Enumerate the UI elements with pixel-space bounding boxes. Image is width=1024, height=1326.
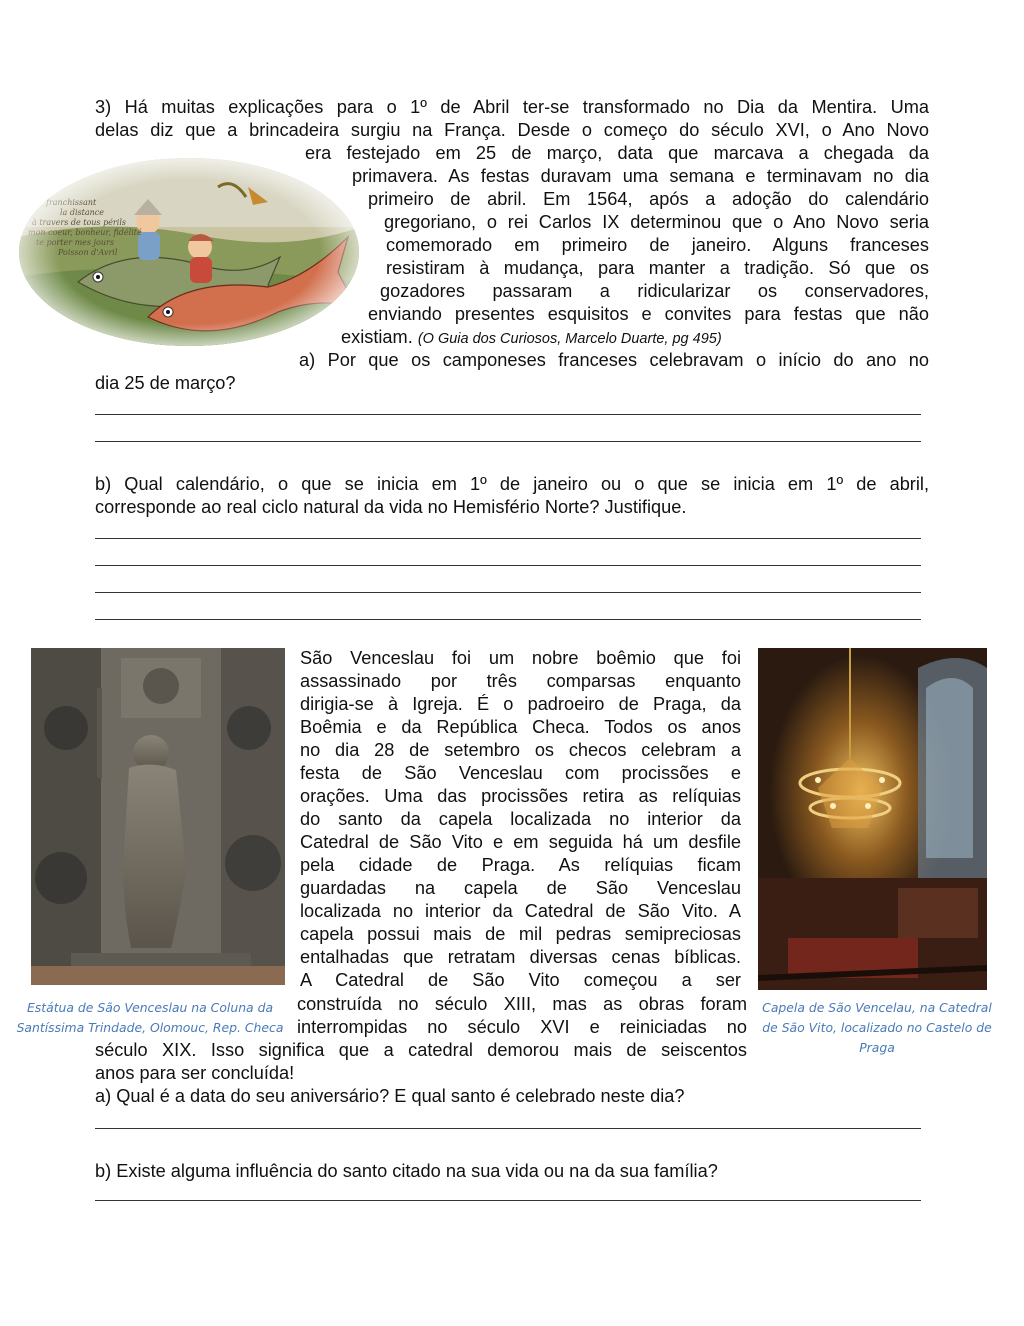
statue-photo — [31, 648, 285, 985]
section4-line-8: do santo da capela localizada no interior da — [300, 809, 741, 829]
section3-line-8: resistiram à mudança, para manter a tradição. Só que os — [386, 258, 929, 278]
answer-line-4a[interactable] — [95, 1128, 921, 1129]
section3-line-7: comemorado em primeiro de janeiro. Alguns franceses — [386, 235, 929, 255]
chapel-caption — [760, 998, 994, 1058]
answer-line-3b-3[interactable] — [95, 592, 921, 593]
question-3a-line-2: dia 25 de março? — [95, 373, 236, 393]
section4-line-19: anos para ser concluída! — [95, 1063, 295, 1083]
question-4b: b) Existe alguma influência do santo citado na sua vida ou na da sua família? — [95, 1161, 718, 1181]
section3-line-5: primeiro de abril. Em 1564, após a adoção do calendário — [368, 189, 929, 209]
answer-line-3b-1[interactable] — [95, 538, 921, 539]
section4-line-15: A Catedral de São Vito começou a ser — [300, 970, 741, 990]
statue-caption-line-2: Santíssima Trindade, Olomouc, Rep. Checa — [16, 1020, 284, 1035]
section3-line-2: delas diz que a brincadeira surgiu na França. Desde o começo do século XVI, o Ano Novo — [95, 120, 929, 140]
section3-line-3: era festejado em 25 de março, data que marcava a chegada da — [305, 143, 929, 163]
section4-line-12: localizada no interior da Catedral de São Vito. A — [300, 901, 741, 921]
statue-caption — [14, 998, 286, 1038]
source-citation: (O Guia dos Curiosos, Marcelo Duarte, pg 495) — [417, 331, 722, 347]
poisson-davril-illustration — [18, 157, 360, 347]
section3-line-4: primavera. As festas duravam uma semana e terminavam no dia — [352, 166, 929, 186]
section4-line-17: interrompidas no século XVI e reiniciadas no — [297, 1017, 747, 1037]
question-4a: a) Qual é a data do seu aniversário? E qual santo é celebrado neste dia? — [95, 1086, 685, 1106]
section4-line-11: guardadas na capela de São Venceslau — [300, 878, 741, 898]
section4-line-4: Boêmia e da República Checa. Todos os anos — [300, 717, 741, 737]
answer-line-3b-2[interactable] — [95, 565, 921, 566]
section3-line-10: enviando presentes esquisitos e convites para festas que não — [368, 304, 929, 324]
statue-caption-line-1: Estátua de São Venceslau na Coluna da — [26, 1000, 274, 1015]
section4-line-1: São Venceslau foi um nobre boêmio que foi — [300, 648, 741, 668]
section3-line-11 — [341, 326, 722, 351]
section4-line-10: pela cidade de Praga. As relíquias ficam — [300, 855, 741, 875]
chapel-photo — [758, 648, 987, 990]
chapel-caption-line-1: Capela de São Vencelau, na Catedral — [762, 1000, 992, 1015]
section4-line-13: capela possui mais de mil pedras semipreciosas — [300, 924, 741, 944]
question-3a-line-1: a) Por que os camponeses franceses celebravam o início do ano no — [299, 350, 929, 370]
chapel-caption-line-3: Praga — [859, 1040, 895, 1055]
section3-line-9: gozadores passaram a ridicularizar os conservadores, — [380, 281, 929, 301]
section4-line-7: orações. Uma das procissões retira as relíquias — [300, 786, 741, 806]
answer-line-3b-4[interactable] — [95, 619, 921, 620]
answer-line-3a-2[interactable] — [95, 441, 921, 442]
chapel-caption-line-2: de São Vito, localizado no Castelo de — [762, 1020, 992, 1035]
answer-line-4b[interactable] — [95, 1200, 921, 1201]
section4-line-16: construída no século XIII, mas as obras foram — [297, 994, 747, 1014]
section4-line-14: entalhadas que retratam diversas cenas bíblicas. — [300, 947, 741, 967]
section3-line-6: gregoriano, o rei Carlos IX determinou que o Ano Novo seria — [384, 212, 929, 232]
section3-last-words: existiam. — [341, 327, 413, 347]
section3-line-1: 3) Há muitas explicações para o 1º de Abril ter-se transformado no Dia da Mentira. Uma — [95, 97, 929, 117]
section4-line-18: século XIX. Isso significa que a catedral demorou mais de seiscentos — [95, 1040, 747, 1060]
section4-line-2: assassinado por três comparsas enquanto — [300, 671, 741, 691]
question-3b-line-1: b) Qual calendário, o que se inicia em 1º de janeiro ou o que se inicia em 1º de abril, — [95, 474, 929, 494]
section4-line-5: no dia 28 de setembro os checos celebram a — [300, 740, 741, 760]
answer-line-3a-1[interactable] — [95, 414, 921, 415]
question-3b-line-2: corresponde ao real ciclo natural da vida no Hemisfério Norte? Justifique. — [95, 497, 687, 517]
section4-line-6: festa de São Venceslau com procissões e — [300, 763, 741, 783]
section4-line-9: Catedral de São Vito e em seguida há um desfile — [300, 832, 741, 852]
section4-line-3: dirigia-se à Igreja. É o padroeiro de Praga, da — [300, 694, 741, 714]
